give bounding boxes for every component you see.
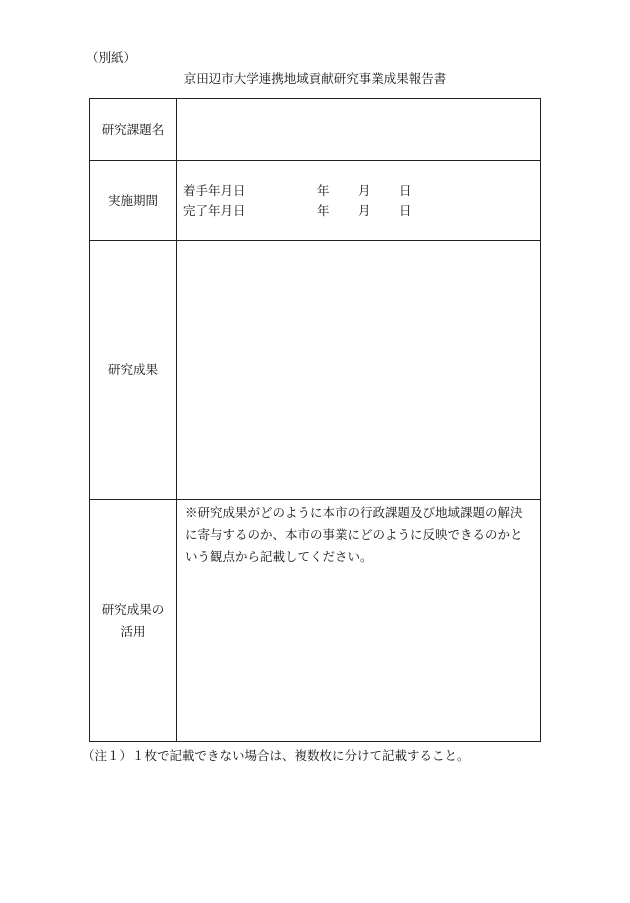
utilization-instructions: ※研究成果がどのように本市の行政課題及び地域課題の解決に寄与するのか、本市の事業にどのように反映できるのかという観点から記載してください。 <box>185 505 523 564</box>
start-date-label: 着手年月日 <box>183 183 246 198</box>
period-field[interactable] <box>177 161 541 241</box>
report-form-table <box>89 98 541 742</box>
period-row <box>90 161 541 241</box>
end-date-label: 完了年月日 <box>183 203 246 218</box>
end-month-unit: 月 <box>358 203 371 218</box>
start-date-line <box>183 181 534 201</box>
research-title-row <box>90 99 541 161</box>
end-year-unit: 年 <box>317 203 330 218</box>
research-title-field[interactable] <box>177 99 541 161</box>
results-field[interactable] <box>177 241 541 500</box>
period-label: 実施期間 <box>90 161 177 241</box>
utilization-label-line2: 活用 <box>120 623 146 639</box>
research-title-label: 研究課題名 <box>90 99 177 161</box>
utilization-label <box>90 500 177 742</box>
utilization-row <box>90 500 541 742</box>
end-day-unit: 日 <box>399 203 412 218</box>
start-month-unit: 月 <box>358 183 371 198</box>
start-day-unit: 日 <box>399 183 412 198</box>
attachment-label: （別紙） <box>86 50 137 65</box>
footnote: （注１）１枚で記載できない場合は、複数枚に分けて記載すること。 <box>82 748 470 763</box>
utilization-label-line1: 研究成果の <box>101 601 165 617</box>
end-date-line <box>183 201 534 221</box>
document-title: 京田辺市大学連携地域貢献研究事業成果報告書 <box>183 71 447 86</box>
results-row <box>90 241 541 500</box>
start-year-unit: 年 <box>317 183 330 198</box>
utilization-field[interactable] <box>177 500 541 742</box>
results-label: 研究成果 <box>90 241 177 500</box>
